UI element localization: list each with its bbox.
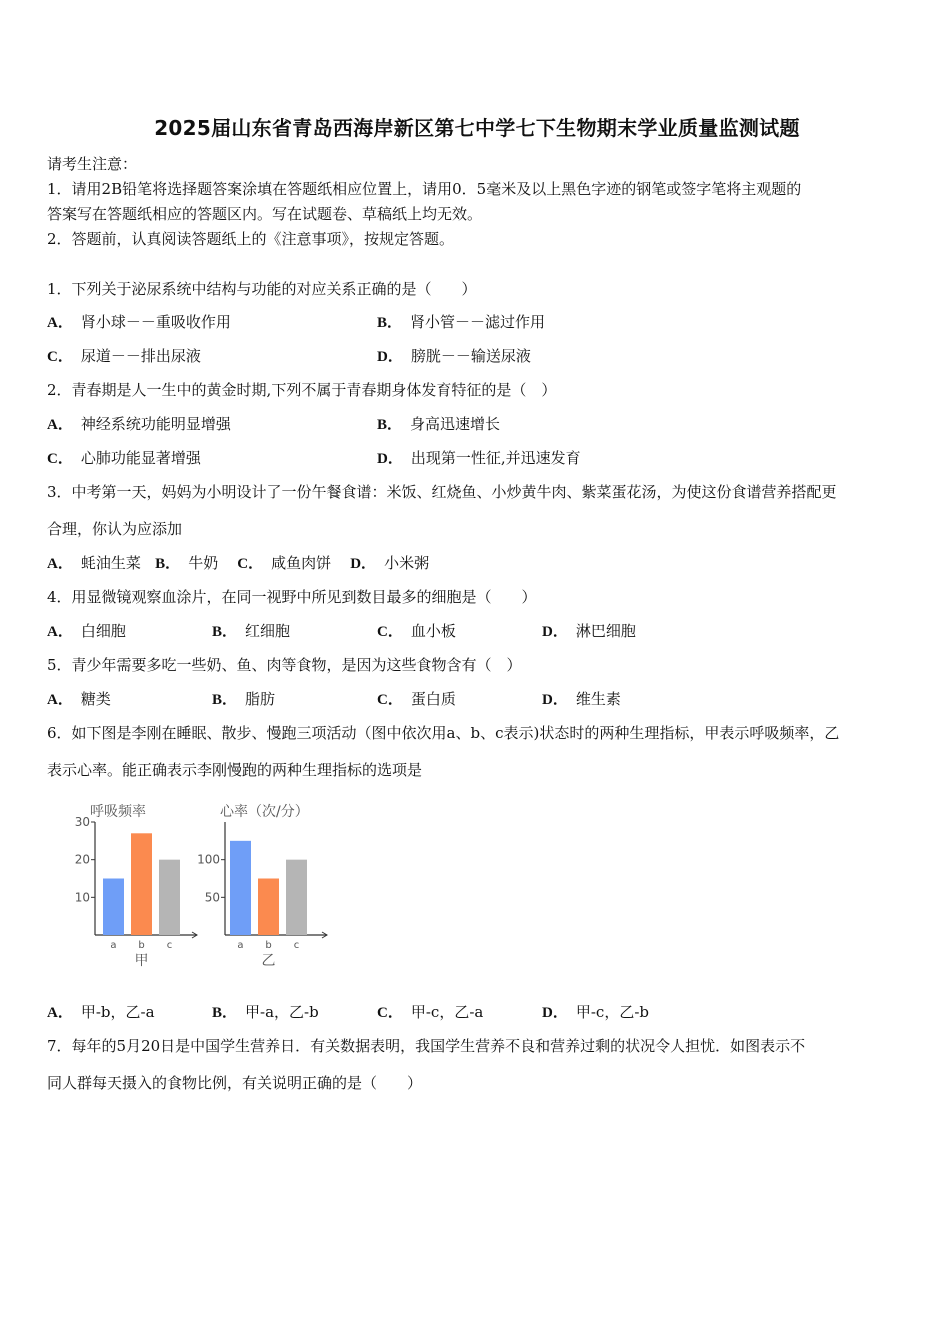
q6-option-b xyxy=(212,1001,319,1022)
option-text: 糖类 xyxy=(80,690,111,708)
x-tick-label: a xyxy=(237,940,244,951)
option-label: D． xyxy=(542,692,568,708)
notice-line-2: 2．答题前，认真阅读答题纸上的《注意事项》，按规定答题。 xyxy=(47,230,455,248)
option-label: A． xyxy=(47,1005,73,1021)
bar-a xyxy=(230,841,251,935)
option-label: A． xyxy=(47,417,73,433)
option-text: 淋巴细胞 xyxy=(575,622,636,640)
option-text: 膀胱－－输送尿液 xyxy=(410,347,531,365)
q2-option-a xyxy=(47,413,231,434)
option-label: C． xyxy=(237,556,264,572)
option-label: B． xyxy=(212,1005,238,1021)
x-tick-label: a xyxy=(110,940,117,951)
chart-xlabel: 乙 xyxy=(261,953,276,969)
q5-option-d xyxy=(542,688,621,709)
option-label: C． xyxy=(47,349,73,365)
option-label: A． xyxy=(47,692,73,708)
option-label: C． xyxy=(47,451,73,467)
option-text: 维生素 xyxy=(575,690,621,708)
option-text: 身高迅速增长 xyxy=(410,415,501,433)
q6-option-c xyxy=(377,1001,483,1022)
option-text: 牛奶 xyxy=(188,554,219,572)
exam-title: 2025届山东省青岛西海岸新区第七中学七下生物期末学业质量监测试题 xyxy=(154,116,800,140)
q3-stem: 3．中考第一天，妈妈为小明设计了一份午餐食谱：米饭、红烧鱼、小炒黄牛肉、紫菜蛋花汤，为使这份食谱营养搭配更 xyxy=(47,483,837,501)
option-text: 肾小球－－重吸收作用 xyxy=(80,313,231,331)
option-text: 血小板 xyxy=(410,622,456,640)
q2-stem: 2．青春期是人一生中的黄金时期,下列不属于青春期身体发育特征的是（ ） xyxy=(47,381,557,399)
option-text: 白细胞 xyxy=(80,622,126,640)
q3-stem-cont: 合理，你认为应添加 xyxy=(47,520,183,538)
q1-option-d xyxy=(377,345,531,366)
chart-title: 心率（次/分） xyxy=(220,804,309,820)
notice-line-1: 1．请用2B铅笔将选择题答案涂填在答题纸相应位置上，请用0．5毫米及以上黑色字迹的钢笔或签字笔将主观题的 xyxy=(47,180,802,198)
y-tick-label: 20 xyxy=(74,852,90,867)
option-label: B． xyxy=(377,315,403,331)
option-label: A． xyxy=(47,556,73,572)
y-tick-label: 100 xyxy=(197,852,220,867)
option-label: D． xyxy=(542,624,568,640)
option-text: 小米粥 xyxy=(384,554,430,572)
q5-option-c xyxy=(377,688,456,709)
x-tick-label: c xyxy=(293,940,300,951)
q4-option-c xyxy=(377,620,456,641)
option-text: 甲-a，乙-b xyxy=(245,1003,319,1021)
notice-heading: 请考生注意： xyxy=(47,155,138,173)
chart-title: 呼吸频率 xyxy=(90,804,146,820)
q2-option-c xyxy=(47,447,201,468)
option-text: 出现第一性征,并迅速发育 xyxy=(410,449,581,467)
q7-stem: 7．每年的5月20日是中国学生营养日．有关数据表明，我国学生营养不良和营养过剩的状况令人担忧．如图表示不 xyxy=(47,1037,806,1055)
q7-stem-cont: 同人群每天摄入的食物比例，有关说明正确的是（ ） xyxy=(47,1074,423,1092)
option-label: B． xyxy=(377,417,403,433)
q6-stem-cont: 表示心率。能正确表示李刚慢跑的两种生理指标的选项是 xyxy=(47,761,423,779)
bar-c xyxy=(159,860,180,935)
option-label: C． xyxy=(377,624,403,640)
option-text: 甲-c，乙-b xyxy=(575,1003,649,1021)
option-label: D． xyxy=(377,451,403,467)
notice-line-1-cont: 答案写在答题纸相应的答题区内。写在试题卷、草稿纸上均无效。 xyxy=(47,205,483,223)
option-text: 神经系统功能明显增强 xyxy=(80,415,231,433)
option-label: B． xyxy=(212,692,238,708)
q2-option-b xyxy=(377,413,500,434)
bar-b xyxy=(258,879,279,936)
option-label: B． xyxy=(155,556,181,572)
x-tick-label: b xyxy=(138,940,145,951)
x-tick-label: c xyxy=(166,940,173,951)
option-label: D． xyxy=(542,1005,568,1021)
option-label: D． xyxy=(350,556,377,572)
option-text: 蛋白质 xyxy=(410,690,456,708)
bar-a xyxy=(103,879,124,936)
q5-option-a xyxy=(47,688,111,709)
q3-options xyxy=(47,552,429,573)
option-label: B． xyxy=(212,624,238,640)
y-tick-label: 10 xyxy=(74,890,90,905)
q4-option-a xyxy=(47,620,126,641)
option-text: 尿道－－排出尿液 xyxy=(80,347,201,365)
option-label: C． xyxy=(377,692,403,708)
q6-option-a xyxy=(47,1001,155,1022)
option-label: C． xyxy=(377,1005,403,1021)
q5-option-b xyxy=(212,688,275,709)
option-text: 蚝油生菜 xyxy=(80,554,141,572)
q6-bar-charts xyxy=(70,800,340,975)
q6-option-d xyxy=(542,1001,649,1022)
q5-stem: 5．青少年需要多吃一些奶、鱼、肉等食物，是因为这些食物含有（ ） xyxy=(47,656,522,674)
q1-stem: 1．下列关于泌尿系统中结构与功能的对应关系正确的是（ ） xyxy=(47,280,477,298)
q1-option-c xyxy=(47,345,201,366)
option-text: 咸鱼肉饼 xyxy=(271,554,332,572)
y-tick-label: 30 xyxy=(74,815,90,829)
chart-xlabel: 甲 xyxy=(134,953,149,969)
option-text: 肾小管－－滤过作用 xyxy=(410,313,546,331)
q1-option-b xyxy=(377,311,545,332)
y-tick-label: 50 xyxy=(204,890,220,905)
bar-c xyxy=(286,860,307,935)
q4-option-b xyxy=(212,620,290,641)
option-text: 心肺功能显著增强 xyxy=(80,449,201,467)
option-label: D． xyxy=(377,349,403,365)
option-text: 红细胞 xyxy=(245,622,291,640)
x-tick-label: b xyxy=(265,940,272,951)
q6-stem: 6．如下图是李刚在睡眠、散步、慢跑三项活动（图中依次用a、b、c表示)状态时的两种生理指标，甲表示呼吸频率，乙 xyxy=(47,724,840,742)
q4-stem: 4．用显微镜观察血涂片，在同一视野中所见到数目最多的细胞是（ ） xyxy=(47,588,537,606)
q2-option-d xyxy=(377,447,581,468)
option-label: A． xyxy=(47,315,73,331)
q6-figure xyxy=(70,800,340,979)
bar-b xyxy=(131,833,152,935)
option-label: A． xyxy=(47,624,73,640)
q1-option-a xyxy=(47,311,231,332)
option-text: 甲-c，乙-a xyxy=(410,1003,484,1021)
q4-option-d xyxy=(542,620,636,641)
option-text: 脂肪 xyxy=(245,690,276,708)
option-text: 甲-b，乙-a xyxy=(80,1003,155,1021)
